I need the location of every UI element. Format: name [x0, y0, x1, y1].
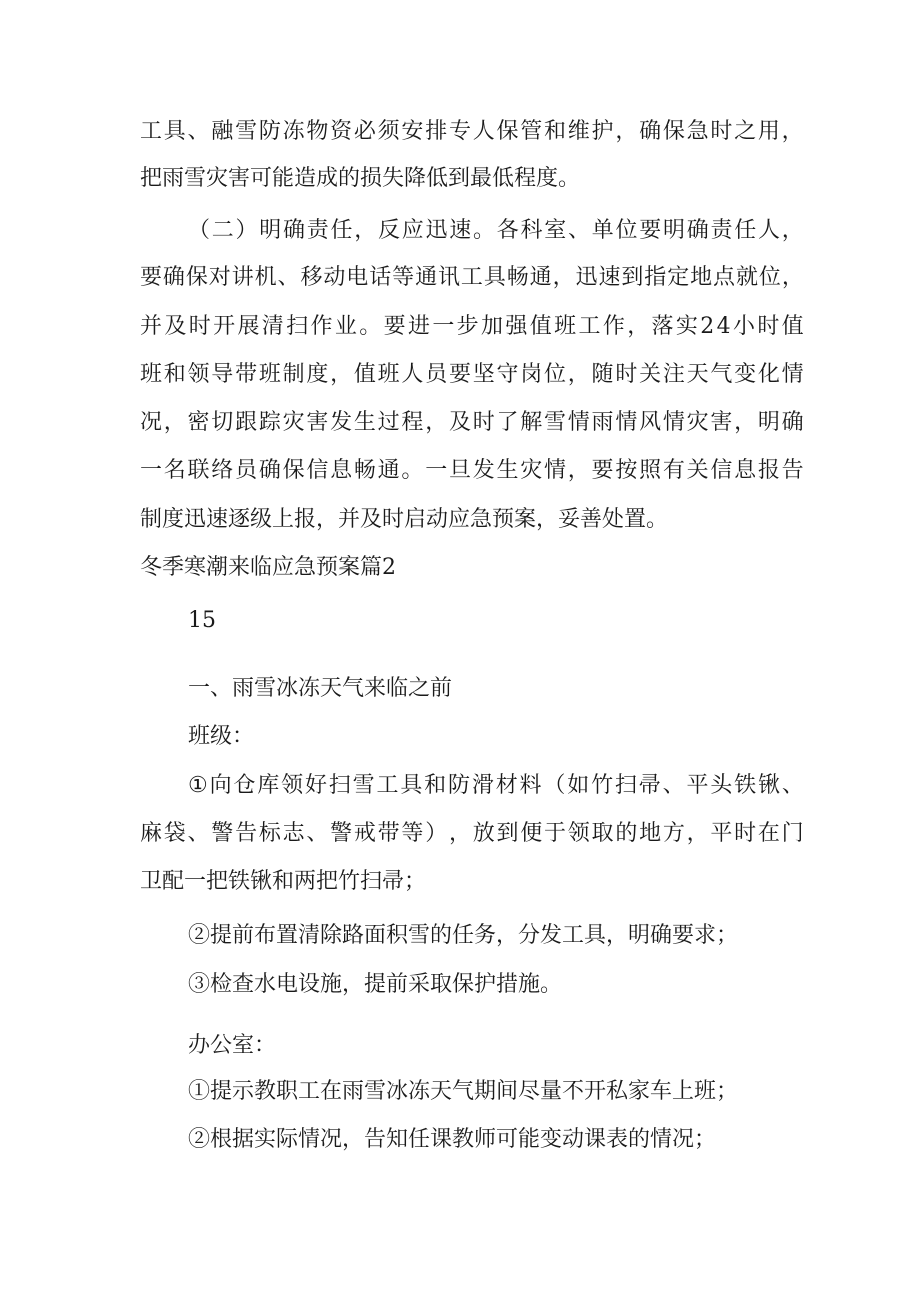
- section-heading: 冬季寒潮来临应急预案篇2: [140, 555, 396, 580]
- paragraph-line: 要 确 保 对 讲 机 、 移 动 电 话 等 通 讯 工 具 畅 通 ， 迅 速 到 指 定 地 点 就 位 ，: [140, 265, 804, 290]
- paragraph-line: 班 和 领 导 带 班 制 度 ， 值 班 人 员 要 坚 守 岗 位 ， 随 时 关 注 天 气 变 化 情: [140, 362, 804, 387]
- list-item: ① 向 仓 库 领 好 扫 雪 工 具 和 防 滑 材 料 （ 如 竹 扫 帚 、 平 头 铁 锹 、: [188, 773, 804, 798]
- list-item: ②根据实际情况，告知任课教师可能变动课表的情况；: [188, 1127, 717, 1152]
- paragraph-line: 麻 袋 、 警 告 标 志 、 警 戒 带 等 ） ， 放 到 便 于 领 取 的 地 方 ， 平 时 在 门: [140, 821, 804, 846]
- list-item: ③检查水电设施，提前采取保护措施。: [188, 972, 563, 997]
- role-label-class: 班级：: [188, 724, 255, 749]
- paragraph-line: 并 及 时 开 展 清 扫 作 业 。 要 进 一 步 加 强 值 班 工 作 ， 落 实 2 4 小 时 值: [140, 314, 804, 339]
- paragraph-line: （ 二 ） 明 确 责 任 ， 反 应 迅 速 。 各 科 室 、 单 位 要 明 确 责 任 人 ，: [188, 218, 804, 243]
- list-item: ②提前布置清除路面积雪的任务，分发工具，明确要求；: [188, 923, 739, 948]
- paragraph-line: 况 ， 密 切 跟 踪 灾 害 发 生 过 程 ， 及 时 了 解 雪 情 雨 情 风 情 灾 害 ， 明 确: [140, 410, 804, 435]
- subsection-heading: 一、雨雪冰冻天气来临之前: [188, 676, 453, 701]
- list-item: ①提示教职工在雨雪冰冻天气期间尽量不开私家车上班；: [188, 1079, 739, 1104]
- paragraph-line: 工 具 、 融 雪 防 冻 物 资 必 须 安 排 专 人 保 管 和 维 护 ， 确 保 急 时 之 用 ，: [140, 119, 804, 144]
- paragraph-line: 一 名 联 络 员 确 保 信 息 畅 通 。 一 旦 发 生 灾 情 ， 要 按 照 有 关 信 息 报 告: [140, 458, 804, 483]
- role-label-office: 办公室：: [188, 1033, 277, 1058]
- page-number: 15: [188, 608, 216, 633]
- paragraph-line: 卫配一把铁锹和两把竹扫帚；: [140, 869, 427, 894]
- paragraph-line: 把雨雪灾害可能造成的损失降低到最低程度。: [140, 166, 581, 191]
- paragraph-line: 制度迅速逐级上报，并及时启动应急预案，妥善处置。: [140, 507, 669, 532]
